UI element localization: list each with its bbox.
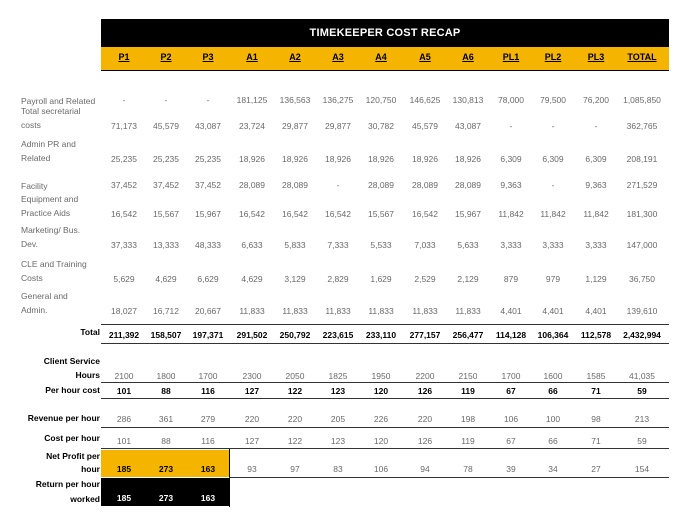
net-profit-cell: 34 <box>548 464 558 474</box>
cost-cell: 23,724 <box>239 121 265 131</box>
hours-cell: 2050 <box>285 371 305 381</box>
cost-cell: 16,542 <box>282 209 308 219</box>
cost-per-hour-rule <box>101 448 669 449</box>
per-hour-cost-cell: 67 <box>506 386 516 396</box>
cost-cell: 4,629 <box>155 274 177 284</box>
recap-title: TIMEKEEPER COST RECAP <box>101 19 669 47</box>
column-header-a6: A6 <box>462 52 474 62</box>
hours-cell: 1585 <box>586 371 606 381</box>
cost-cell: 15,967 <box>195 209 221 219</box>
cost-cell: 18,926 <box>325 154 351 164</box>
cost-cell: 11,833 <box>368 306 394 316</box>
total-cell: 277,157 <box>409 330 441 340</box>
cost-cell: 4,401 <box>585 306 607 316</box>
cost-cell: 5,633 <box>457 240 479 250</box>
cost-cell: 43,087 <box>195 121 221 131</box>
row-label: costs <box>21 120 41 130</box>
cost-cell: 5,533 <box>370 240 392 250</box>
cost-cell: 6,633 <box>241 240 263 250</box>
row-label: Facility <box>21 181 48 191</box>
cost-cell: 181,125 <box>236 95 268 105</box>
cost-per-hour-cell: 126 <box>417 436 433 446</box>
cost-cell: 11,842 <box>583 209 609 219</box>
cost-per-hour-cell: 123 <box>330 436 346 446</box>
cost-cell: 15,967 <box>455 209 481 219</box>
revenue-label: Revenue per hour <box>27 413 100 423</box>
cost-per-hour-cell: 122 <box>287 436 303 446</box>
cost-cell: 120,750 <box>365 95 397 105</box>
cost-cell: 879 <box>503 274 519 284</box>
per-hour-cost-cell: 120 <box>373 386 389 396</box>
cost-cell: 11,842 <box>498 209 524 219</box>
net-profit-cell: 185 <box>116 464 132 474</box>
cost-cell: 18,926 <box>412 154 438 164</box>
cost-cell: 30,782 <box>368 121 394 131</box>
cost-cell: - <box>164 95 168 105</box>
net-profit-rule <box>229 477 669 478</box>
cost-cell: 4,629 <box>241 274 263 284</box>
revenue-cell: 205 <box>330 414 346 424</box>
cost-per-hour-cell: 116 <box>201 436 215 446</box>
cost-cell: 9,363 <box>585 180 607 190</box>
revenue-cell: 100 <box>545 414 561 424</box>
row-label: Related <box>21 153 51 163</box>
row-label: Dev. <box>21 239 38 249</box>
total-cell: 114,128 <box>495 330 527 340</box>
cost-per-hour-cell: 120 <box>373 436 389 446</box>
hours-label: Client Service <box>43 356 100 366</box>
cost-cell: - <box>122 95 126 105</box>
total-cell: 223,615 <box>322 330 354 340</box>
revenue-cell: 361 <box>158 414 174 424</box>
column-header-p3: P3 <box>202 52 214 62</box>
cost-cell: 130,813 <box>452 95 484 105</box>
cost-per-hour-label: Cost per hour <box>44 433 100 443</box>
cost-cell: 76,200 <box>583 95 609 105</box>
revenue-cell: 220 <box>287 414 303 424</box>
revenue-cell: 213 <box>634 414 650 424</box>
column-header-pl2: PL2 <box>544 52 562 62</box>
column-header-pl1: PL1 <box>502 52 520 62</box>
cost-cell: 3,129 <box>284 274 306 284</box>
cost-per-hour-cell: 88 <box>161 436 171 446</box>
cost-cell: 28,089 <box>455 180 481 190</box>
cost-cell: 979 <box>545 274 561 284</box>
cost-cell: 25,235 <box>153 154 179 164</box>
cost-cell: 1,129 <box>585 274 607 284</box>
cost-cell: - <box>551 121 555 131</box>
per-hour-cost-cell: 123 <box>330 386 346 396</box>
cost-cell: 29,877 <box>282 121 308 131</box>
row-label: Costs <box>21 273 43 283</box>
cost-cell: - <box>594 121 598 131</box>
hours-cell: 1825 <box>328 371 348 381</box>
cost-cell: 16,542 <box>412 209 438 219</box>
cost-cell: 139,610 <box>626 306 658 316</box>
revenue-cell: 98 <box>591 414 601 424</box>
cost-cell: 11,833 <box>455 306 481 316</box>
per-hour-cost-cell: 127 <box>244 386 260 396</box>
net-profit-label: hour <box>81 464 100 474</box>
cost-per-hour-cell: 59 <box>637 436 647 446</box>
cost-cell: 15,567 <box>368 209 394 219</box>
cost-cell: 28,089 <box>412 180 438 190</box>
net-profit-cell: 97 <box>290 464 300 474</box>
per-hour-cost-label: Per hour cost <box>45 385 100 395</box>
per-hour-cost-cell: 119 <box>461 386 475 396</box>
return-cell: 163 <box>200 493 216 503</box>
total-cell: 112,578 <box>580 330 612 340</box>
revenue-cell: 226 <box>373 414 389 424</box>
per-hour-cost-cell: 59 <box>637 386 647 396</box>
cost-cell: 11,842 <box>540 209 566 219</box>
cost-cell: 208,191 <box>626 154 658 164</box>
cost-cell: 6,309 <box>542 154 564 164</box>
cost-cell: 181,300 <box>626 209 658 219</box>
revenue-cell: 286 <box>116 414 132 424</box>
net-profit-cell: 93 <box>247 464 257 474</box>
cost-cell: 2,129 <box>457 274 479 284</box>
row-label: Practice Aids <box>21 208 71 218</box>
cost-cell: 11,833 <box>239 306 265 316</box>
cost-cell: 45,579 <box>153 121 179 131</box>
column-header-row <box>101 47 669 71</box>
per-hour-cost-cell: 116 <box>201 386 215 396</box>
cost-cell: 71,173 <box>111 121 137 131</box>
net-profit-cell: 94 <box>420 464 430 474</box>
cost-cell: 4,401 <box>542 306 564 316</box>
cost-cell: 13,333 <box>153 240 179 250</box>
hours-cell: 1950 <box>371 371 391 381</box>
cost-cell: 2,529 <box>414 274 436 284</box>
per-hour-cost-cell: 122 <box>287 386 303 396</box>
cost-cell: 37,333 <box>111 240 137 250</box>
cost-cell: 16,712 <box>153 306 179 316</box>
cost-cell: 79,500 <box>540 95 566 105</box>
total-cell: 211,392 <box>108 330 140 340</box>
revenue-cell: 220 <box>417 414 433 424</box>
cost-cell: 25,235 <box>111 154 137 164</box>
per-hour-cost-cell: 88 <box>161 386 171 396</box>
row-label: General and <box>21 291 68 301</box>
cost-cell: 136,275 <box>322 95 354 105</box>
cost-cell: 28,089 <box>282 180 308 190</box>
hours-cell: 2200 <box>415 371 435 381</box>
cost-cell: 11,833 <box>325 306 351 316</box>
hours-cell: 2300 <box>242 371 262 381</box>
cost-cell: 15,567 <box>153 209 179 219</box>
net-profit-cell: 106 <box>373 464 389 474</box>
cost-cell: 28,089 <box>239 180 265 190</box>
cost-cell: 37,452 <box>153 180 179 190</box>
cost-cell: 36,750 <box>629 274 655 284</box>
cost-cell: 11,833 <box>282 306 308 316</box>
cost-per-hour-cell: 71 <box>591 436 601 446</box>
cost-cell: 3,333 <box>542 240 564 250</box>
total-cell: 256,477 <box>452 330 484 340</box>
cost-cell: 7,333 <box>327 240 349 250</box>
cost-cell: - <box>551 180 555 190</box>
cost-cell: 6,629 <box>197 274 219 284</box>
row-label: Total secretarial <box>21 106 81 116</box>
row-label: Payroll and Related <box>21 96 96 106</box>
cost-cell: 362,765 <box>626 121 658 131</box>
cost-cell: 4,401 <box>500 306 522 316</box>
cost-cell: 37,452 <box>111 180 137 190</box>
revenue-rule <box>101 427 669 428</box>
cost-cell: 18,926 <box>455 154 481 164</box>
hours-cell: 41,035 <box>629 371 655 381</box>
cost-cell: 18,027 <box>111 306 137 316</box>
total-cell: 197,371 <box>192 330 224 340</box>
hours-cell: 1600 <box>543 371 563 381</box>
cost-cell: 1,085,850 <box>623 95 661 105</box>
cost-cell: 3,333 <box>500 240 522 250</box>
total-cell: 250,792 <box>279 330 311 340</box>
cost-cell: 18,926 <box>368 154 394 164</box>
cost-per-hour-cell: 101 <box>116 436 132 446</box>
hours-cell: 2100 <box>114 371 134 381</box>
row-label: Admin PR and <box>21 139 76 149</box>
cost-per-hour-cell: 66 <box>548 436 558 446</box>
column-header-a5: A5 <box>419 52 431 62</box>
hours-rule <box>101 382 669 383</box>
net-profit-cell: 154 <box>634 464 650 474</box>
total-label: Total <box>80 327 100 337</box>
row-label: Admin. <box>21 305 48 315</box>
hours-cell: 1800 <box>156 371 176 381</box>
cost-cell: 18,926 <box>239 154 265 164</box>
cost-per-hour-cell: 119 <box>461 436 475 446</box>
total-underline <box>101 343 669 344</box>
revenue-cell: 220 <box>244 414 260 424</box>
cost-cell: 37,452 <box>195 180 221 190</box>
return-cell: 185 <box>116 493 132 503</box>
cost-cell: 3,333 <box>585 240 607 250</box>
net-profit-cell: 78 <box>463 464 473 474</box>
total-cell: 158,507 <box>150 330 182 340</box>
cost-cell: 5,629 <box>113 274 135 284</box>
cost-cell: 25,235 <box>195 154 221 164</box>
net-profit-cell: 27 <box>591 464 601 474</box>
per-hour-cost-cell: 126 <box>417 386 433 396</box>
cost-cell: 271,529 <box>626 180 658 190</box>
hours-cell: 2150 <box>458 371 478 381</box>
revenue-cell: 279 <box>200 414 216 424</box>
return-label: Return per hour <box>35 479 100 489</box>
cost-cell: 11,833 <box>412 306 438 316</box>
cost-cell: 6,309 <box>500 154 522 164</box>
cost-cell: 28,089 <box>368 180 394 190</box>
total-rule <box>101 324 669 325</box>
cost-cell: 16,542 <box>325 209 351 219</box>
cost-cell: 5,833 <box>284 240 306 250</box>
total-cell: 233,110 <box>365 330 397 340</box>
column-header-pl3: PL3 <box>587 52 605 62</box>
per-hour-cost-cell: 66 <box>548 386 558 396</box>
cost-cell: 78,000 <box>498 95 524 105</box>
row-label: Marketing/ Bus. <box>21 225 81 235</box>
row-label: Equipment and <box>21 194 79 204</box>
return-label: worked <box>70 494 100 504</box>
net-profit-cell: 163 <box>200 464 216 474</box>
cost-cell: 7,033 <box>414 240 436 250</box>
column-header-a4: A4 <box>375 52 387 62</box>
cost-cell: 9,363 <box>500 180 522 190</box>
hours-cell: 1700 <box>501 371 521 381</box>
return-cell: 273 <box>158 493 174 503</box>
cost-cell: 147,000 <box>626 240 658 250</box>
cost-cell: 43,087 <box>455 121 481 131</box>
cost-cell: 48,333 <box>195 240 221 250</box>
cost-cell: 18,926 <box>282 154 308 164</box>
net-profit-label: Net Profit per <box>46 451 100 461</box>
cost-per-hour-cell: 127 <box>244 436 260 446</box>
hours-label: Hours <box>75 370 100 380</box>
column-header-p1: P1 <box>118 52 130 62</box>
cost-cell: 136,563 <box>279 95 311 105</box>
revenue-cell: 198 <box>460 414 476 424</box>
column-header-a3: A3 <box>332 52 344 62</box>
hours-cell: 1700 <box>198 371 218 381</box>
highlight-border <box>229 449 230 507</box>
net-profit-cell: 273 <box>158 464 174 474</box>
cost-cell: 16,542 <box>111 209 137 219</box>
cost-cell: 1,629 <box>370 274 392 284</box>
cost-cell: - <box>509 121 513 131</box>
column-header-p2: P2 <box>160 52 172 62</box>
total-cell: 291,502 <box>236 330 268 340</box>
cost-cell: 2,829 <box>327 274 349 284</box>
cost-cell: 45,579 <box>412 121 438 131</box>
net-profit-cell: 39 <box>506 464 516 474</box>
cost-cell: 146,625 <box>409 95 441 105</box>
total-cell: 106,364 <box>537 330 569 340</box>
cost-cell: 20,667 <box>195 306 221 316</box>
per-hour-rule <box>101 398 669 399</box>
column-header-total: TOTAL <box>627 52 657 62</box>
total-cell: 2,432,994 <box>623 330 661 340</box>
cost-per-hour-cell: 67 <box>506 436 516 446</box>
net-profit-cell: 83 <box>333 464 343 474</box>
cost-cell: - <box>206 95 210 105</box>
revenue-cell: 106 <box>503 414 519 424</box>
cost-cell: - <box>336 180 340 190</box>
per-hour-cost-cell: 101 <box>116 386 132 396</box>
cost-cell: 29,877 <box>325 121 351 131</box>
column-header-a2: A2 <box>289 52 301 62</box>
column-header-a1: A1 <box>246 52 258 62</box>
per-hour-cost-cell: 71 <box>591 386 601 396</box>
cost-cell: 16,542 <box>239 209 265 219</box>
row-label: CLE and Training <box>21 259 87 269</box>
cost-cell: 6,309 <box>585 154 607 164</box>
